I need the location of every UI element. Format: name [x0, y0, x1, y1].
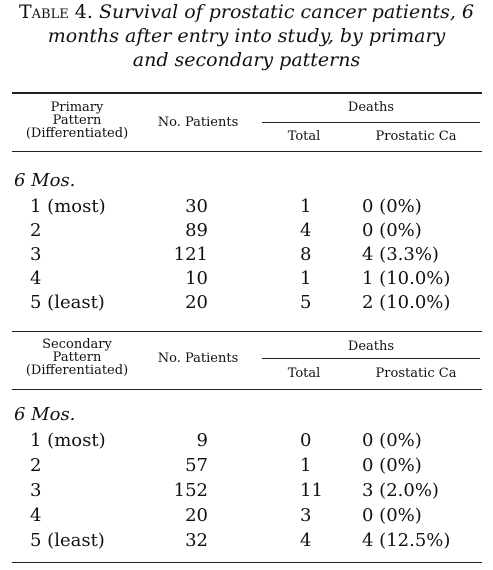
- caption-title-1: Survival of prostatic cancer patients, 6: [98, 1, 475, 23]
- cell-total-deaths: 1: [300, 196, 312, 217]
- header-rule: [12, 389, 482, 390]
- table-row: [0, 455, 493, 477]
- cell-patients: 9: [196, 430, 208, 451]
- bottom-rule: [12, 562, 482, 563]
- cell-pattern: 5 (least): [30, 292, 105, 313]
- cell-pattern: 1 (most): [30, 196, 106, 217]
- header-rule: [12, 151, 482, 152]
- pattern-header: [18, 101, 136, 140]
- cell-total-deaths: 5: [300, 292, 312, 313]
- pattern-header-line-2: Pattern: [52, 113, 102, 128]
- pattern-header-line-1: Secondary: [42, 337, 112, 352]
- section-rule: [12, 331, 482, 332]
- cell-pattern: 2: [30, 455, 42, 476]
- prostatic-header: Prostatic Ca: [375, 366, 457, 381]
- cell-pattern: 4: [30, 268, 42, 289]
- cell-prostatic-deaths: 0 (0%): [362, 455, 422, 476]
- cell-prostatic-deaths: 4 (3.3%): [362, 244, 439, 265]
- cell-total-deaths: 0: [300, 430, 312, 451]
- total-header: Total: [287, 129, 321, 144]
- deaths-rule: [262, 358, 480, 359]
- table-caption: [0, 0, 493, 72]
- cell-pattern: 3: [30, 480, 42, 501]
- cell-prostatic-deaths: 0 (0%): [362, 220, 422, 241]
- cell-patients: 10: [185, 268, 208, 289]
- caption-title-2: months after entry into study, by primary: [47, 25, 446, 47]
- table-row: [0, 268, 493, 290]
- cell-patients: 152: [173, 480, 208, 501]
- deaths-header: Deaths: [347, 100, 395, 115]
- cell-total-deaths: 4: [300, 220, 312, 241]
- patients-header: No. Patients: [157, 115, 239, 130]
- cell-prostatic-deaths: 1 (10.0%): [362, 268, 451, 289]
- cell-patients: 20: [185, 505, 208, 526]
- pattern-header-line-2: Pattern: [52, 350, 102, 365]
- patients-header: No. Patients: [157, 351, 239, 366]
- caption-line-1: [0, 0, 493, 24]
- cell-total-deaths: 11: [300, 480, 323, 501]
- period-label: 6 Mos.: [14, 404, 76, 425]
- deaths-rule: [262, 122, 480, 123]
- cell-pattern: 2: [30, 220, 42, 241]
- pattern-header-line-3: (Differentiated): [25, 126, 129, 141]
- caption-title-3: and secondary patterns: [132, 49, 361, 71]
- table-row: [0, 220, 493, 242]
- cell-pattern: 1 (most): [30, 430, 106, 451]
- pattern-header-line-3: (Differentiated): [25, 363, 129, 378]
- total-header: Total: [287, 366, 321, 381]
- cell-total-deaths: 1: [300, 455, 312, 476]
- cell-pattern: 5 (least): [30, 530, 105, 551]
- cell-patients: 20: [185, 292, 208, 313]
- cell-total-deaths: 3: [300, 505, 312, 526]
- cell-patients: 30: [185, 196, 208, 217]
- cell-prostatic-deaths: 0 (0%): [362, 196, 422, 217]
- pattern-header: [18, 338, 136, 377]
- pattern-header-line-1: Primary: [50, 100, 104, 115]
- cell-pattern: 4: [30, 505, 42, 526]
- cell-patients: 57: [185, 455, 208, 476]
- cell-total-deaths: 4: [300, 530, 312, 551]
- cell-patients: 32: [185, 530, 208, 551]
- top-rule: [12, 92, 482, 94]
- table-row: [0, 196, 493, 218]
- table-row: [0, 244, 493, 266]
- cell-total-deaths: 1: [300, 268, 312, 289]
- cell-total-deaths: 8: [300, 244, 312, 265]
- table-row: [0, 480, 493, 502]
- cell-pattern: 3: [30, 244, 42, 265]
- table-row: [0, 292, 493, 314]
- cell-patients: 89: [185, 220, 208, 241]
- table-label: Table 4.: [18, 1, 93, 23]
- cell-prostatic-deaths: 0 (0%): [362, 505, 422, 526]
- table-row: [0, 430, 493, 452]
- cell-prostatic-deaths: 0 (0%): [362, 430, 422, 451]
- deaths-header: Deaths: [347, 339, 395, 354]
- cell-prostatic-deaths: 3 (2.0%): [362, 480, 439, 501]
- cell-prostatic-deaths: 2 (10.0%): [362, 292, 451, 313]
- table-row: [0, 530, 493, 552]
- period-label: 6 Mos.: [14, 170, 76, 191]
- cell-prostatic-deaths: 4 (12.5%): [362, 530, 451, 551]
- prostatic-header: Prostatic Ca: [375, 129, 457, 144]
- cell-patients: 121: [173, 244, 208, 265]
- table-row: [0, 505, 493, 527]
